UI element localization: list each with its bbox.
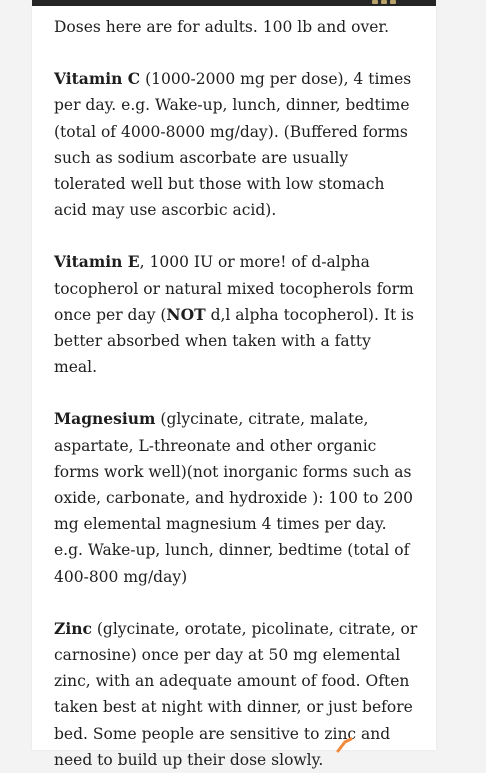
vitamin-c-heading: Vitamin C — [54, 69, 141, 89]
zinc-paragraph — [54, 616, 418, 773]
status-indicator — [381, 0, 387, 4]
magnesium-heading: Magnesium — [54, 409, 156, 429]
vitamin-c-paragraph — [54, 66, 418, 223]
status-indicator — [390, 0, 396, 4]
magnesium-paragraph — [54, 406, 418, 589]
vitamin-e-emphasis: NOT — [166, 304, 206, 324]
zinc-text: (glycinate, orotate, picolinate, citrate, or carnosine) once per day at 50 mg elemental zinc, with an adequate amount of food. Often taken best at night with dinner, or just before bed. Some people are sensitive to zinc and need to build up their dose slowly. — [54, 619, 418, 769]
dosage-article — [32, 6, 436, 773]
vitamin-c-text: (1000-2000 mg per dose), 4 times per day. e.g. Wake-up, lunch, dinner, bedtime (total of 4000-8000 mg/day). (Buffered forms such as sodium ascorbate are usually tolerated well but those with low stomach acid may use ascorbic acid). — [54, 70, 412, 220]
zinc-heading: Zinc — [54, 618, 92, 638]
status-indicator — [372, 0, 378, 4]
pen-annotation-mark — [336, 738, 354, 752]
intro-paragraph: Doses here are for adults. 100 lb and over. — [54, 18, 390, 36]
vitamin-e-paragraph — [54, 249, 418, 380]
magnesium-text: (glycinate, citrate, malate, aspartate, L-threonate and other organic forms work well)(not inorganic forms such as oxide, carbonate, and hydroxide ): 100 to 200 mg elemental magnesium 4 times per day. e.g. Wake-up, lunch, dinner, bedtime (total of 400-800 mg/day) — [54, 410, 414, 586]
vitamin-e-heading: Vitamin E — [54, 252, 140, 272]
document-page — [32, 6, 436, 769]
vitamin-e-text-before: , 1000 IU or more! of d-alpha tocopherol or natural mixed tocopherols form once per day ( — [54, 253, 414, 324]
vitamin-e-text-after: d,l alpha tocopherol). It is better absorbed when taken with a fatty meal. — [54, 305, 415, 377]
